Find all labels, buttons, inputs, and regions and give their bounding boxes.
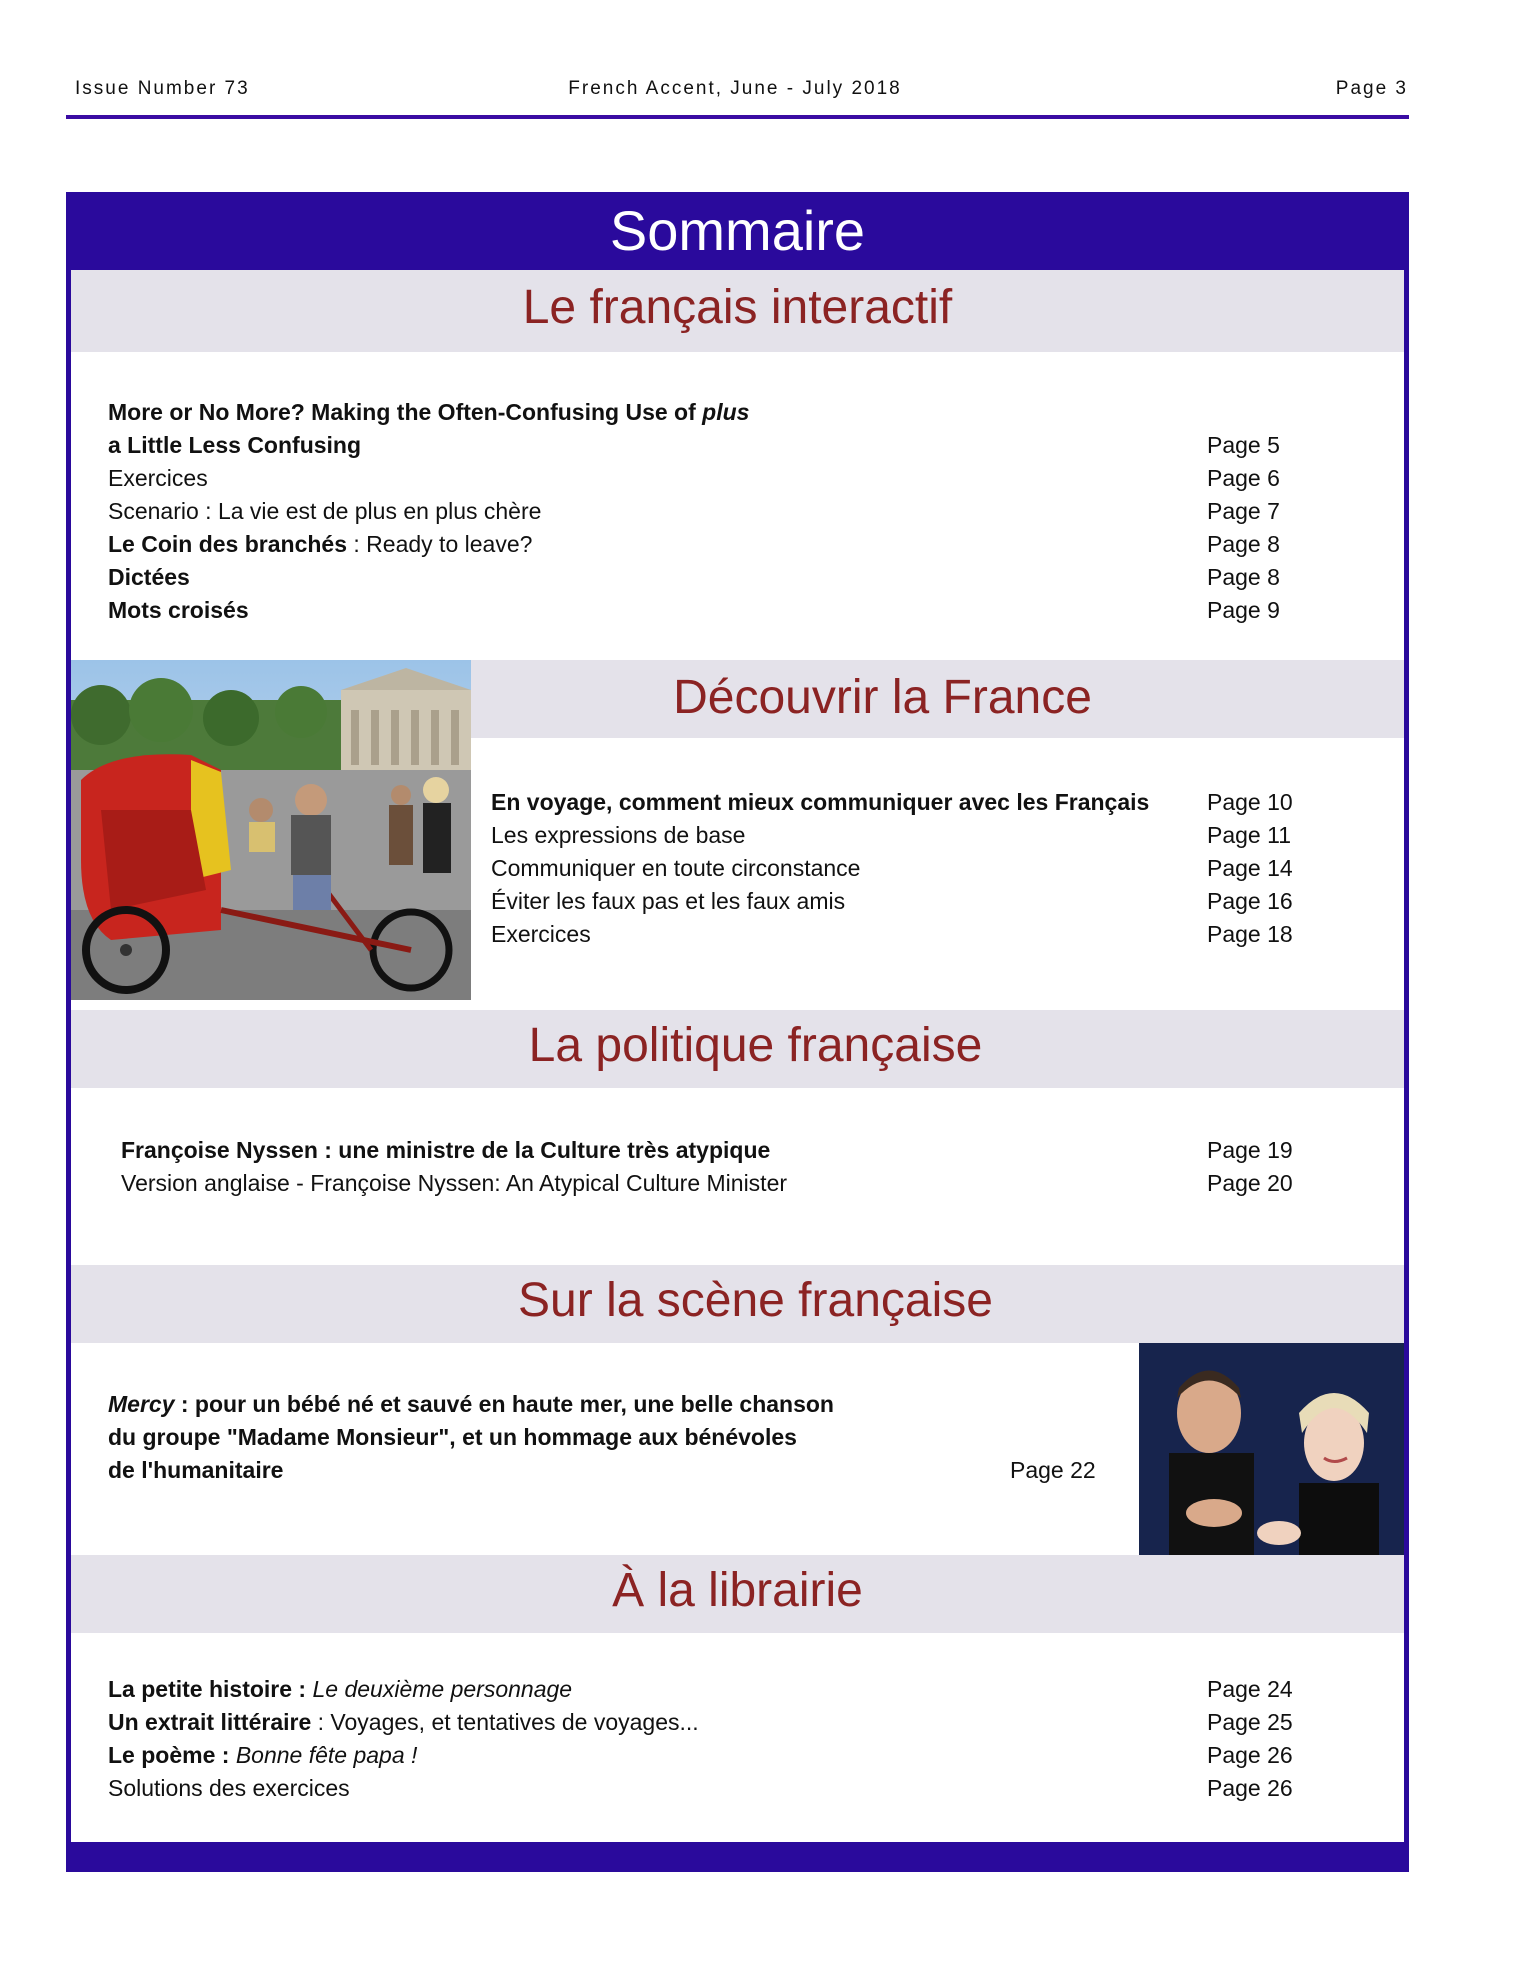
list-item: Le poème : Bonne fête papa ! Page 26	[108, 1739, 1308, 1772]
list-item: Éviter les faux pas et les faux amis Page 16	[491, 885, 1371, 918]
page-ref: Page 25	[1207, 1709, 1293, 1735]
section-decouvrir-la-france	[491, 786, 1371, 956]
section-scene-francaise	[108, 1388, 1108, 1498]
header-rule	[66, 115, 1409, 119]
contents-panel	[71, 270, 1404, 1842]
page-ref: Page 20	[1207, 1170, 1293, 1196]
list-item: More or No More? Making the Often-Confusing Use of plus	[108, 399, 750, 425]
section-heading-scene-francaise: Sur la scène française	[71, 1265, 1404, 1343]
page-ref: Page 11	[1207, 822, 1291, 848]
list-item: Les expressions de base Page 11	[491, 819, 1371, 852]
page-ref: Page 16	[1207, 888, 1293, 914]
list-item: Communiquer en toute circonstance Page 14	[491, 852, 1371, 885]
page-title: Sommaire	[609, 199, 866, 262]
velotaxi-photo	[71, 660, 471, 1000]
page-ref: Page 10	[1207, 789, 1293, 815]
section-heading-librairie: À la librairie	[71, 1555, 1404, 1633]
section-francais-interactif	[108, 396, 1308, 636]
section-heading-politique-francaise: La politique française	[71, 1010, 1404, 1088]
list-item: Mercy : pour un bébé né et sauvé en haute mer, une belle chanson	[108, 1391, 834, 1417]
list-item: Exercices Page 6	[108, 462, 1308, 495]
duo-image	[1139, 1343, 1404, 1555]
table-of-contents-frame	[66, 192, 1409, 1872]
page-ref: Page 26	[1207, 1742, 1293, 1768]
list-item: Dictées Page 8	[108, 561, 1308, 594]
page-ref: Page 22	[1010, 1457, 1096, 1483]
page-number: Page 3	[1335, 78, 1408, 99]
list-item: La petite histoire : Le deuxième personnage Page 24	[108, 1673, 1308, 1706]
page-ref: Page 5	[1207, 432, 1280, 458]
velotaxi-image	[71, 660, 471, 1000]
list-item: Un extrait littéraire : Voyages, et tentatives de voyages... Page 25	[108, 1706, 1308, 1739]
page-ref: Page 7	[1207, 498, 1280, 524]
madame-monsieur-photo	[1139, 1343, 1404, 1555]
list-item: de l'humanitaire Page 22	[108, 1454, 1108, 1487]
publication-title: French Accent, June - July 2018	[568, 78, 902, 99]
section-heading-decouvrir-la-france: Découvrir la France	[471, 660, 1404, 738]
page-ref: Page 14	[1207, 855, 1293, 881]
section-heading-francais-interactif: Le français interactif	[71, 270, 1404, 352]
page-ref: Page 24	[1207, 1676, 1293, 1702]
list-item: Solutions des exercices Page 26	[108, 1772, 1308, 1805]
list-item: a Little Less Confusing Page 5	[108, 429, 1308, 462]
list-item: Françoise Nyssen : une ministre de la Culture très atypique Page 19	[121, 1134, 1321, 1167]
list-item: Version anglaise - Françoise Nyssen: An Atypical Culture Minister Page 20	[121, 1167, 1321, 1200]
list-item: Mots croisés Page 9	[108, 594, 1308, 627]
page-ref: Page 19	[1207, 1137, 1293, 1163]
page-ref: Page 8	[1207, 531, 1280, 557]
list-item: du groupe "Madame Monsieur", et un hommage aux bénévoles	[108, 1424, 797, 1450]
list-item: Scenario : La vie est de plus en plus chère Page 7	[108, 495, 1308, 528]
page-ref: Page 6	[1207, 465, 1280, 491]
section-politique-francaise	[121, 1134, 1321, 1204]
section-librairie	[108, 1673, 1308, 1813]
page-ref: Page 26	[1207, 1775, 1293, 1801]
page-ref: Page 8	[1207, 564, 1280, 590]
list-item: Exercices Page 18	[491, 918, 1371, 951]
page-ref: Page 18	[1207, 921, 1293, 947]
list-item: En voyage, comment mieux communiquer avec les Français Page 10	[491, 786, 1371, 819]
issue-number: Issue Number 73	[75, 78, 250, 99]
list-item: Le Coin des branchés : Ready to leave? Page 8	[108, 528, 1308, 561]
page-ref: Page 9	[1207, 597, 1280, 623]
